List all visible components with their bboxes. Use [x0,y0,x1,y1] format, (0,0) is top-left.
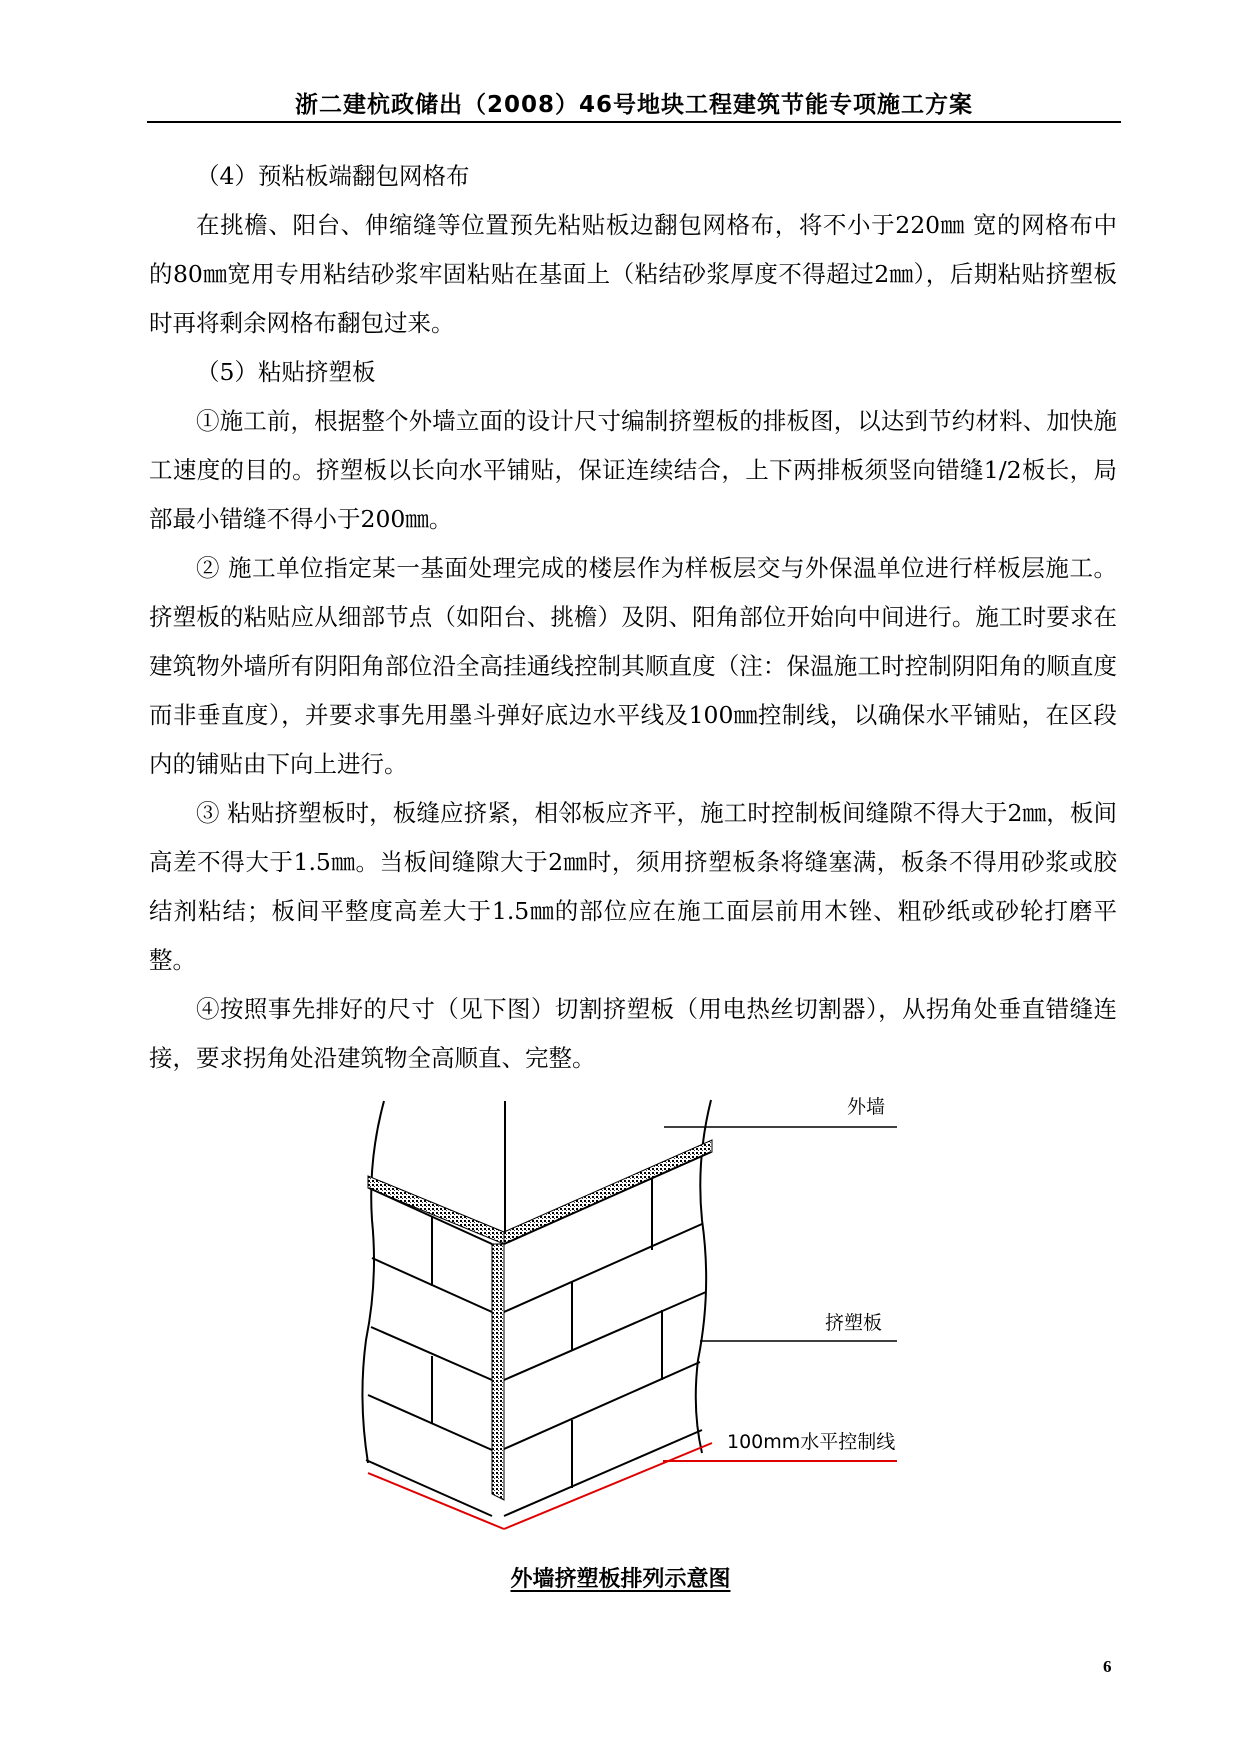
header-title: 浙二建杭政储出（2008）46号地块工程建筑节能专项施工方案 [294,92,974,118]
label-outer-wall: 外墙 [847,1096,886,1118]
label-control-line: 100mm水平控制线 [727,1431,896,1453]
adhesive-layer-left [368,1176,504,1244]
paragraph: ③ 粘贴挤塑板时，板缝应挤紧，相邻板应齐平，施工时控制板间缝隙不得大于2㎜，板间高差不得大于1.5㎜。当板间缝隙大于2㎜时，须用挤塑板条将缝塞满，板条不得用砂浆或胶结剂粘结；板间平整度高差大于1.5㎜的部位应在施工面层前用木锉、粗砂纸或砂轮打磨平整。 [149,799,1117,974]
paragraph: 在挑檐、阳台、伸缩缝等位置预先粘贴板边翻包网格布，将不小于220㎜ 宽的网格布中的80㎜宽用专用粘结砂浆牢固粘贴在基面上（粘结砂浆厚度不得超过2㎜），后期粘贴挤塑板时再将剩余网格布翻包过来。 [149,211,1117,337]
control-line-red [368,1443,897,1529]
left-face-courses [366,1188,492,1516]
paragraph: ④按照事先排好的尺寸（见下图）切割挤塑板（用电热丝切割器），从拐角处垂直错缝连接，要求拐角处沿建筑物全高顺直、完整。 [149,995,1117,1072]
figure-caption: 外墙挤塑板排列示意图 [510,1567,731,1592]
left-break-line [362,1101,384,1463]
corner-adhesive-strip [492,1244,504,1500]
section-heading-4: （4）预粘板端翻包网格布 [196,162,470,190]
paragraph: ② 施工单位指定某一基面处理完成的楼层作为样板层交与外保温单位进行样板层施工。挤塑板的粘贴应从细部节点（如阳台、挑檐）及阴、阳角部位开始向中间进行。施工时要求在建筑物外墙所有阴阳角部位沿全高挂通线控制其顺直度（注：保温施工时控制阴阳角的顺直度而非垂直度），并要求事先用墨斗弹好底边水平线及100㎜控制线，以确保水平铺贴，在区段内的铺贴由下向上进行。 [149,554,1117,778]
label-xps-board: 挤塑板 [825,1312,883,1334]
paragraph: ①施工前，根据整个外墙立面的设计尺寸编制挤塑板的排板图，以达到节约材料、加快施工速度的目的。挤塑板以长向水平铺贴，保证连续结合，上下两排板须竖向错缝1/2板长，局部最小错缝不得小于200㎜。 [149,407,1117,533]
page-number: 6 [1103,1657,1112,1676]
adhesive-layer-right [504,1140,712,1244]
section-heading-5: （5）粘贴挤塑板 [196,358,376,386]
leader-lines [664,1127,897,1341]
